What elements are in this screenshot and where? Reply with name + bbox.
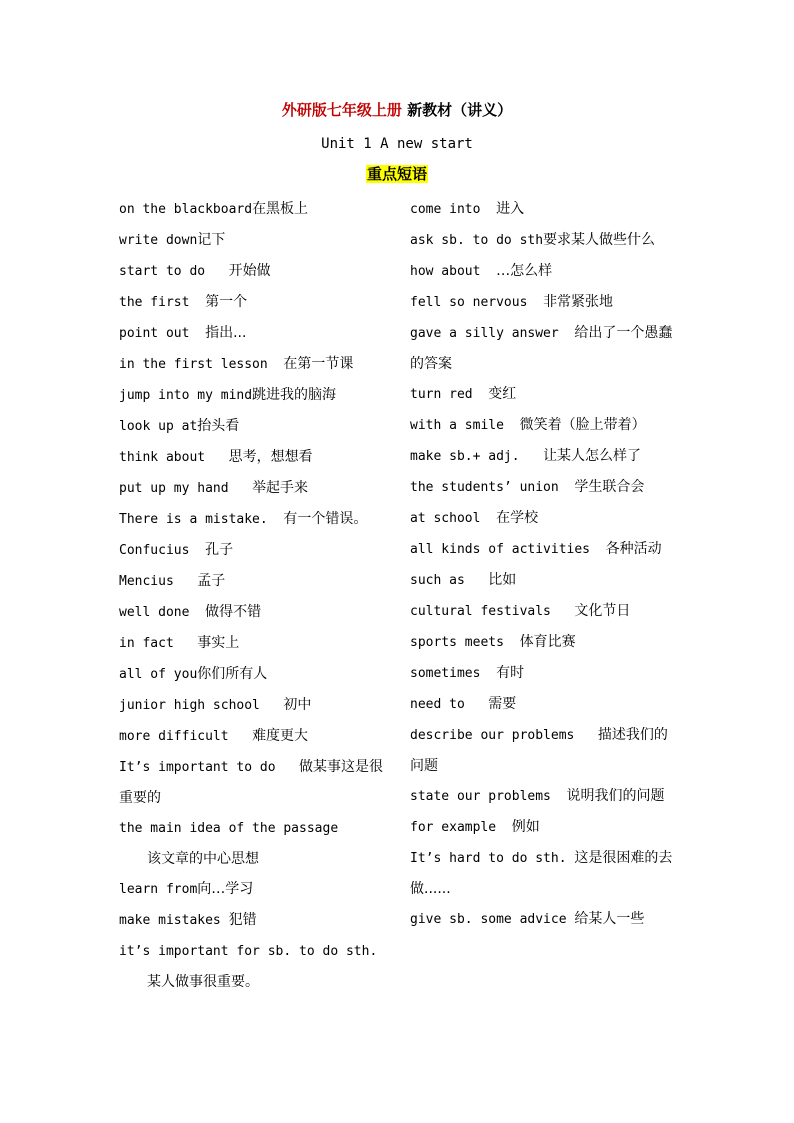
document-title-red: 外研版七年级上册 (281, 101, 402, 119)
phrase-entry (119, 225, 384, 256)
phrase-entry (119, 874, 384, 905)
phrase-zh: 有一个错误。 (283, 511, 368, 527)
phrase-zh: 事实上 (197, 635, 240, 651)
phrase-entry (119, 905, 384, 936)
phrase-entry (119, 690, 384, 721)
phrase-en: gave a silly answer (410, 326, 575, 341)
phrase-en: the main idea of the passage (119, 821, 346, 836)
phrase-en: point out (119, 326, 206, 341)
phrase-zh: 例如 (511, 819, 540, 835)
phrase-entry (410, 781, 675, 812)
phrase-entry (410, 534, 675, 565)
phrase-entry (410, 472, 675, 503)
phrase-zh: 做某事这是很重要的 (119, 759, 384, 806)
phrase-en: Confucius (119, 543, 206, 558)
phrase-zh: 在黑板上 (252, 201, 309, 217)
phrase-entry (119, 721, 384, 752)
phrase-zh: 指出... (205, 325, 247, 341)
phrase-zh: 微笑着（脸上带着） (519, 417, 646, 433)
phrase-en: It’s hard to do sth. (410, 851, 575, 866)
phrase-en: such as (410, 573, 489, 588)
unit-title: Unit 1 A new start (321, 136, 473, 152)
phrase-zh: 需要 (488, 696, 517, 712)
phrase-zh: 有时 (496, 665, 525, 681)
phrase-en: It’s important to do (119, 760, 300, 775)
phrase-zh: 难度更大 (252, 728, 309, 744)
phrase-entry (410, 287, 675, 318)
phrase-entry (119, 752, 384, 813)
phrase-en: sports meets (410, 635, 520, 650)
phrase-entry (119, 597, 384, 628)
phrase-entry (410, 658, 675, 689)
phrase-entry (119, 287, 384, 318)
phrase-entry (410, 904, 675, 935)
phrase-en: junior high school (119, 698, 284, 713)
phrase-zh: 初中 (283, 697, 312, 713)
phrase-en: all of you (119, 667, 198, 682)
phrase-entry (410, 843, 675, 904)
phrase-en: all kinds of activities (410, 542, 606, 557)
phrase-zh: 第一个 (205, 294, 248, 310)
phrase-zh: 抬头看 (197, 418, 240, 434)
phrase-zh: 给某人一些 (574, 911, 645, 927)
phrase-zh: 开始做 (228, 263, 271, 279)
phrase-entry (119, 318, 384, 349)
phrase-zh: 学生联合会 (574, 479, 645, 495)
phrase-zh: 给出了一个愚蠢的答案 (410, 325, 673, 372)
phrase-zh: 向…学习 (197, 881, 254, 897)
phrase-entry (119, 813, 384, 874)
phrase-en: on the blackboard (119, 202, 253, 217)
phrase-en: at school (410, 511, 497, 526)
section-heading (0, 163, 794, 185)
phrase-en: make mistakes (119, 913, 229, 928)
phrase-zh: 描述我们的问题 (410, 727, 668, 774)
phrase-entry (119, 473, 384, 504)
phrase-entry (410, 225, 675, 256)
phrase-zh: 犯错 (228, 912, 257, 928)
phrase-zh: 该文章的中心思想 (147, 851, 259, 867)
phrase-zh: 要求某人做些什么 (543, 232, 656, 248)
phrase-zh: 孔子 (205, 542, 234, 558)
phrase-en: the first (119, 295, 206, 310)
phrase-en: turn red (410, 387, 489, 402)
phrase-entry (119, 504, 384, 535)
phrase-zh: 体育比赛 (519, 634, 576, 650)
phrase-en: learn from (119, 882, 198, 897)
phrase-entry (119, 411, 384, 442)
phrase-entry (410, 318, 675, 379)
phrase-entry (410, 627, 675, 658)
phrase-en: start to do (119, 264, 229, 279)
phrase-en: fell so nervous (410, 295, 544, 310)
phrase-en: more difficult (119, 729, 253, 744)
phrase-entry (119, 256, 384, 287)
phrase-zh: 你们所有人 (197, 666, 268, 682)
phrase-zh: 这是很困难的去做...... (410, 850, 673, 897)
phrase-en: in fact (119, 636, 198, 651)
phrase-en: jump into my mind (119, 388, 253, 403)
phrase-zh: 做得不错 (205, 604, 262, 620)
right-phrase-column (410, 194, 675, 935)
phrase-en: how about (410, 264, 497, 279)
phrase-entry (410, 256, 675, 287)
phrase-entry (410, 565, 675, 596)
phrase-entry (410, 720, 675, 781)
phrase-entry (410, 812, 675, 843)
phrase-entry (119, 349, 384, 380)
section-heading-label: 重点短语 (366, 165, 427, 183)
phrase-entry (119, 194, 384, 225)
phrase-entry (410, 689, 675, 720)
phrase-entry (119, 442, 384, 473)
phrase-entry (119, 535, 384, 566)
document-title-black: 新教材（讲义） (401, 101, 513, 119)
phrase-en: think about (119, 450, 229, 465)
phrase-en: come into (410, 202, 497, 217)
phrase-zh: 思考，想想看 (228, 449, 313, 465)
phrase-entry (119, 936, 384, 997)
phrase-en: sometimes (410, 666, 497, 681)
phrase-en: cultural festivals (410, 604, 575, 619)
phrase-en: ask sb. to do sth (410, 233, 544, 248)
phrase-entry (410, 194, 675, 225)
phrase-zh: 记下 (197, 232, 226, 248)
phrase-entry (410, 379, 675, 410)
phrase-en: put up my hand (119, 481, 253, 496)
phrase-en: give sb. some advice (410, 912, 575, 927)
phrase-en: with a smile (410, 418, 520, 433)
phrase-en: the students’ union (410, 480, 575, 495)
phrase-en: There is a mistake. (119, 512, 284, 527)
phrase-entry (119, 566, 384, 597)
phrase-zh: 变红 (488, 386, 517, 402)
phrase-en: describe our problems (410, 728, 598, 743)
phrase-zh: 孟子 (197, 573, 226, 589)
phrase-en: in the first lesson (119, 357, 284, 372)
phrase-zh: 说明我们的问题 (566, 788, 665, 804)
phrase-en: need to (410, 697, 489, 712)
phrase-zh: 文化节日 (574, 603, 631, 619)
phrase-en: for example (410, 820, 512, 835)
left-phrase-column (119, 194, 384, 997)
phrase-entry (119, 380, 384, 411)
phrase-entry (410, 596, 675, 627)
phrase-en: state our problems (410, 789, 567, 804)
phrase-zh: 非常紧张地 (543, 294, 614, 310)
phrase-zh: 比如 (488, 572, 517, 588)
phrase-en: it’s important for sb. to do sth. (119, 944, 386, 959)
phrase-en: Mencius (119, 574, 198, 589)
phrase-en: write down (119, 233, 198, 248)
phrase-entry (410, 410, 675, 441)
phrase-zh: 举起手来 (252, 480, 309, 496)
phrase-zh: 让某人怎么样了 (543, 448, 642, 464)
phrase-zh: 某人做事很重要。 (147, 974, 259, 990)
phrase-zh: 进入 (496, 201, 525, 217)
phrase-zh: 各种活动 (605, 541, 662, 557)
phrase-en: look up at (119, 419, 198, 434)
phrase-entry (410, 503, 675, 534)
phrase-zh: …怎么样 (496, 263, 553, 279)
phrase-zh: 在第一节课 (283, 356, 354, 372)
phrase-entry (119, 659, 384, 690)
phrase-zh: 跳进我的脑海 (252, 387, 337, 403)
phrase-entry (410, 441, 675, 472)
phrase-en: make sb.+ adj. (410, 449, 544, 464)
phrase-zh: 在学校 (496, 510, 539, 526)
phrase-entry (119, 628, 384, 659)
phrase-en: well done (119, 605, 206, 620)
document-title (0, 99, 794, 121)
